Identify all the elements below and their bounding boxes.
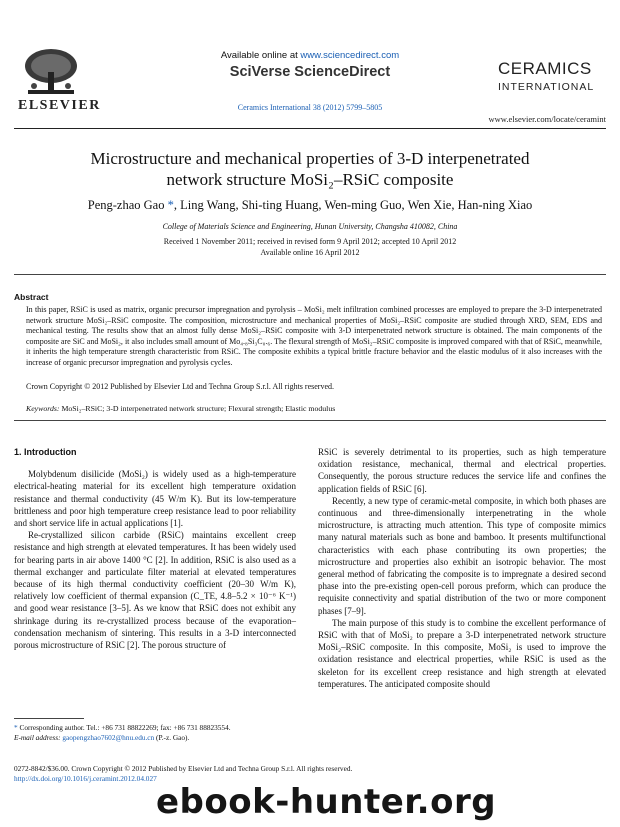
received-dates: Received 1 November 2011; received in revised form 9 April 2012; accepted 10 April 2012 xyxy=(163,237,457,246)
abstract-heading: Abstract xyxy=(14,292,49,302)
keywords-list: MoSi₂–RSiC; 3-D interpenetrated network structure; Flexural strength; Elastic modulus xyxy=(59,404,336,413)
body-column-left xyxy=(14,446,296,651)
available-prefix: Available online at xyxy=(220,50,301,61)
corresponding-author-mark[interactable]: * xyxy=(167,198,174,212)
available-date: Available online 16 April 2012 xyxy=(260,247,360,257)
keywords xyxy=(26,404,335,413)
footnote-contact: Corresponding author. Tel.: +86 731 88822269; fax: +86 731 88823554. xyxy=(17,723,231,732)
header-divider xyxy=(14,128,606,129)
intro-paragraph-2: Re-crystallized silicon carbide (RSiC) maintains excellent creep resistance and high strength at elevated temperatures. It has been widely used for bearing parts in air above 1400 °C [2]. In addition, RSiC is also used as a thermal exchanger and particulate filter material at elevated temperatures because of its high thermal conductivity coefficient (20–30 W/m K), relatively low coefficient of thermal expansion (C_TE, 4.8–5.2 × 10⁻⁶ K⁻¹) and good wear resistance [3–5]. As we know that RSiC does not exhibit any shrinkage during its re-crystallized process because of the evaporation–condensation mechanism of sintering. This results in a 3-D interconnected porous microstructure of RSiC [2]. The porous structure of xyxy=(14,530,296,651)
publisher-name: ELSEVIER xyxy=(18,98,101,113)
corresponding-author-footnote xyxy=(14,723,304,742)
issn-copyright: 0272-8842/$36.00. Crown Copyright © 2012 Published by Elsevier Ltd and Techna Group S.r.l. All rights reserved. xyxy=(14,764,353,773)
keywords-label: Keywords: xyxy=(26,404,60,413)
doi-link[interactable]: http://dx.doi.org/10.1016/j.ceramint.2012.04.027 xyxy=(14,773,157,783)
journal-reference[interactable]: Ceramics International 38 (2012) 5799–5805 xyxy=(237,103,383,112)
affiliation: College of Materials Science and Engineering, Hunan University, Changsha 410082, China xyxy=(162,222,458,231)
article-dates xyxy=(20,237,600,258)
journal-logo xyxy=(498,60,608,96)
watermark-text: ebook-hunter.org xyxy=(156,782,497,822)
body-column-right xyxy=(318,446,606,690)
abstract-bottom-divider xyxy=(14,420,606,421)
sciencedirect-link[interactable]: www.sciencedirect.com xyxy=(300,50,400,61)
author-email-link[interactable]: gaopengzhao7602@hnu.edu.cn xyxy=(62,732,155,742)
journal-name-line1: CERAMICS xyxy=(498,59,592,78)
section-heading-introduction: 1. Introduction xyxy=(14,447,77,457)
abstract-top-divider xyxy=(14,274,606,275)
abstract-text: In this paper, RSiC is used as matrix, organic precursor impregnation and pyrolysis – MoSi₂ melt infiltration combined processes are employed to prepare the 3-D interpenetrated network structure MoSi₂–RSiC composite. The composition, microstructure and mechanical properties of MoSi₂–RSiC composite are studied through XRD, SEM, EDS and mechanical testing. The results show that an almost fully dense MoSi₂–RSiC composite with 3-D interpenetrated network structure is obtained. The main components of the composite are SiC and MoSi₂, it also includes small amount of Mo₄.₈Si₃C₀.₆. The flexural strength of MoSi₂–RSiC composite is improved compared with that of RSiC, meanwhile, it inherits the high temperature strength characteristic from RSiC. The composite exhibits a typical brittle fracture behavior and the elastic modulus of it also increases with the increase of organic precursor impregnation and pyrolysis cycles. xyxy=(26,305,602,367)
email-label: E-mail address: xyxy=(14,732,61,742)
title-line1: Microstructure and mechanical properties of 3-D interpenetrated xyxy=(90,149,530,168)
journal-name-line2: INTERNATIONAL xyxy=(498,81,595,93)
first-author: Peng-zhao Gao xyxy=(87,198,165,212)
page-footer xyxy=(14,764,352,783)
footnote-divider xyxy=(14,718,84,719)
intro-paragraph-2-continued: RSiC is severely detrimental to its properties, such as high temperature oxidation resistance, mechanical, thermal and electrical properties. Consequently, the porous structure reduces the service life and confines the application fields of RSiC [6]. xyxy=(318,447,606,494)
intro-paragraph-3: Recently, a new type of ceramic-metal composite, in which both phases are continuous and three-dimensionally interpenetrating in the whole microstructure, is attracting much attention. This type of composite mimics many natural materials such as bone and bamboo. It presents multifunctional characteristics with each phase contributing its own properties; the microstructure and properties also exhibit an isotropic behavior. The most general method of fabricating the composite is to impregnate a desired second phase into the pre-existing open-cell porous preform, which can produce the requisite connectivity and spatial distribution of the two or more component phases [7–9]. xyxy=(318,495,606,616)
title-line2: network structure MoSi₂–RSiC composite xyxy=(166,170,454,189)
intro-paragraph-1: Molybdenum disilicide (MoSi₂) is widely used as a high-temperature electrical-heating material for its excellent high temperature oxidation resistance and thermal conductivity (45 W/m K). But its low-temperature brittleness and poor high temperature creep resistance lead to poor reliability and short service life in actual applications [1]. xyxy=(14,469,296,529)
other-authors: , Ling Wang, Shi-ting Huang, Wen-ming Guo, Wen Xie, Han-ning Xiao xyxy=(173,198,533,212)
article-title xyxy=(40,148,580,190)
intro-paragraph-4: The main purpose of this study is to combine the excellent performance of RSiC with that of MoSi₂ to prepare a 3-D interpenetrated network structure MoSi₂–RSiC composite. In this composite, MoSi₂ is used to improve the oxidation resistance and electrical properties, while RSiC is used as the skeleton for its excellent creep resistance and high strength at elevated temperatures. The anticipated composite should xyxy=(318,617,606,689)
abstract-copyright: Crown Copyright © 2012 Published by Elsevier Ltd and Techna Group S.r.l. All rights reserved. xyxy=(26,382,334,391)
footnote-mark: * xyxy=(14,723,18,732)
author-list xyxy=(20,198,600,213)
email-suffix: (P.-z. Gao). xyxy=(154,732,190,742)
platform-name: SciVerse ScienceDirect xyxy=(229,64,391,80)
journal-url[interactable]: www.elsevier.com/locate/ceramint xyxy=(488,114,606,124)
